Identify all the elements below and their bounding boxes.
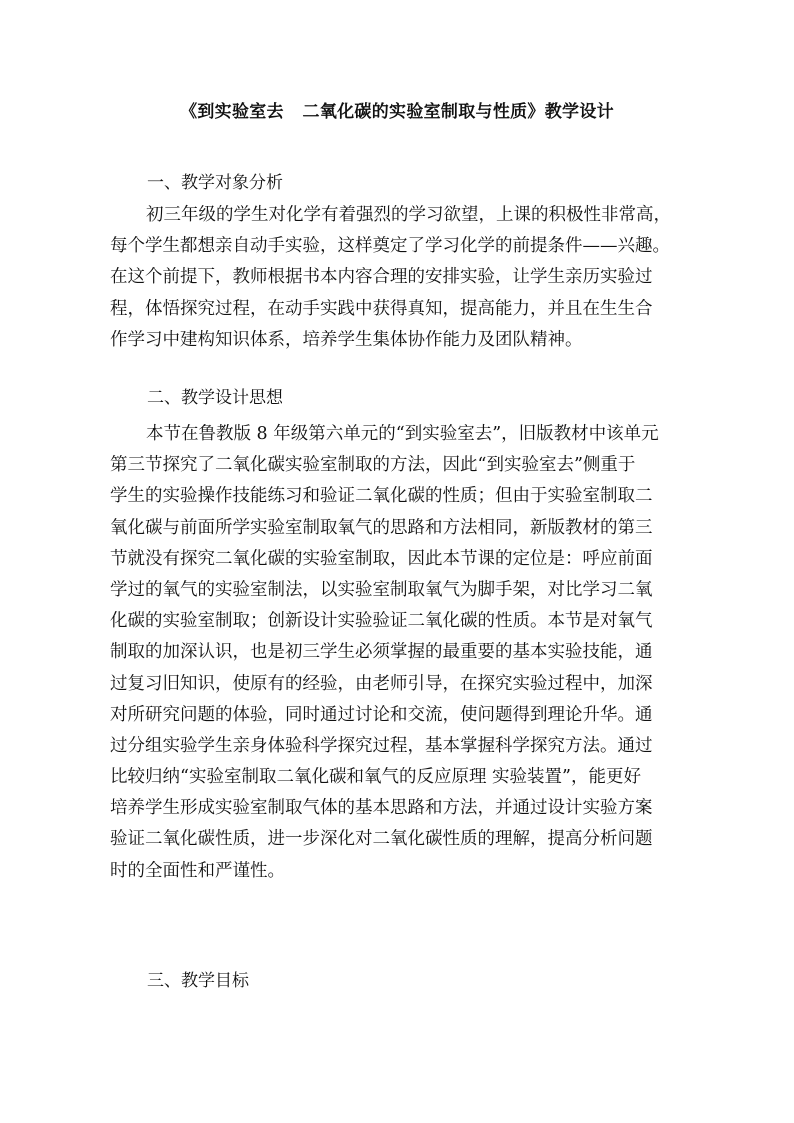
section-body-design-idea bbox=[110, 419, 686, 887]
paragraph-line: 对所研究问题的体验，同时通过讨论和交流，使问题得到理论升华。通 bbox=[110, 704, 653, 725]
paragraph-line: 时的全面性和严谨性。 bbox=[110, 860, 285, 881]
paragraph-line: 学生的实验操作技能练习和验证二氧化碳的性质；但由于实验室制取二 bbox=[110, 486, 653, 507]
paragraph-line: 学过的氧气的实验室制法，以实验室制取氧气为脚手架，对比学习二氧 bbox=[110, 579, 653, 600]
paragraph-line: 制取的加深认识，也是初三学生必须掌握的最重要的基本实验技能，通 bbox=[110, 642, 653, 663]
document-title: 《到实验室去 二氧化碳的实验室制取与性质》教学设计 bbox=[180, 102, 614, 122]
section-heading-design-idea: 二、教学设计思想 bbox=[147, 388, 283, 408]
section-heading-teaching-goals: 三、教学目标 bbox=[147, 971, 249, 991]
section-heading-student-analysis: 一、教学对象分析 bbox=[147, 173, 283, 193]
paragraph-line: 每个学生都想亲自动手实验，这样奠定了学习化学的前提条件——兴趣。 bbox=[110, 236, 670, 257]
paragraph-line: 在这个前提下，教师根据书本内容合理的安排实验，让学生亲历实验过 bbox=[110, 267, 653, 288]
paragraph-line: 培养学生形成实验室制取气体的基本思路和方法，并通过设计实验方案 bbox=[110, 798, 653, 819]
paragraph-line: 比较归纳“实验室制取二氧化碳和氧气的反应原理 实验装置”，能更好 bbox=[110, 767, 641, 788]
paragraph-line: 第三节探究了二氧化碳实验室制取的方法，因此“到实验室去”侧重于 bbox=[110, 455, 636, 476]
paragraph-line: 氧化碳与前面所学实验室制取氧气的思路和方法相同，新版教材的第三 bbox=[110, 517, 653, 538]
section-body-student-analysis bbox=[110, 200, 686, 356]
paragraph-line: 过分组实验学生亲身体验科学探究过程，基本掌握科学探究方法。通过 bbox=[110, 735, 653, 756]
paragraph-line: 初三年级的学生对化学有着强烈的学习欲望，上课的积极性非常高， bbox=[146, 205, 671, 225]
paragraph-line: 本节在鲁教版 8 年级第六单元的“到实验室去”，旧版教材中该单元 bbox=[146, 424, 659, 444]
paragraph-line: 节就没有探究二氧化碳的实验室制取，因此本节课的定位是：呼应前面 bbox=[110, 548, 653, 569]
paragraph-line: 作学习中建构知识体系，培养学生集体协作能力及团队精神。 bbox=[110, 329, 583, 350]
paragraph-line: 过复习旧知识，使原有的经验，由老师引导，在探究实验过程中，加深 bbox=[110, 673, 653, 694]
paragraph-line: 验证二氧化碳性质，进一步深化对二氧化碳性质的理解，提高分析问题 bbox=[110, 829, 653, 850]
paragraph-line: 程，体悟探究过程，在动手实践中获得真知，提高能力，并且在生生合 bbox=[110, 298, 653, 319]
paragraph-line: 化碳的实验室制取；创新设计实验验证二氧化碳的性质。本节是对氧气 bbox=[110, 611, 653, 632]
